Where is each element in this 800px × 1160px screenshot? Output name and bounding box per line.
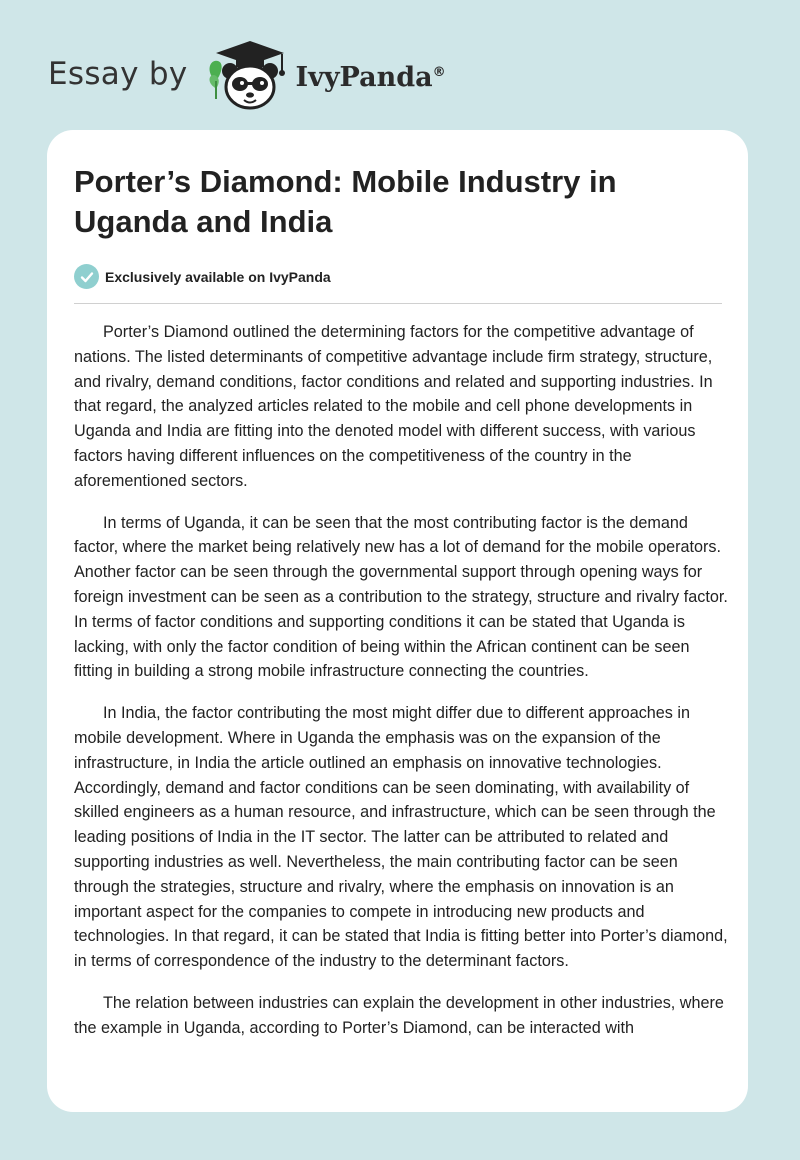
check-icon — [74, 264, 99, 289]
essay-card — [47, 130, 748, 1112]
exclusive-badge-text: Exclusively available on IvyPanda — [105, 268, 331, 285]
paragraph: In terms of Uganda, it can be seen that the most contributing factor is the demand factor, where the market being relatively new has a lot of demand for the mobile operators. Another factor can be seen through the governmental support through opening ways for foreign investment can be seen as a contribution to the strategy, structure and rivalry factor. In terms of factor conditions and supporting conditions it can be stated that Uganda is lacking, with only the factor condition of being within the African continent can be seen fitting in building a strong mobile infrastructure connecting the countries. — [74, 513, 728, 681]
registered-mark: ® — [432, 64, 446, 80]
paragraph: The relation between industries can explain the development in other industries, where the example in Uganda, according to Porter’s Diamond, can be interacted with — [74, 993, 724, 1037]
essay-body — [74, 320, 728, 1058]
divider — [74, 303, 722, 304]
brand-name[interactable] — [296, 62, 446, 93]
paragraph: Porter’s Diamond outlined the determining factors for the competitive advantage of nations. The listed determinants of competitive advantage include firm strategy, structure, and rivalry, demand conditions, factor conditions and related and supporting industries. In that regard, the analyzed articles related to the mobile and cell phone developments in Uganda and India are fitting into the denoted model with different success, with various factors having different influences on the competitiveness of the country in the aforementioned sectors. — [74, 323, 713, 490]
brand-name-text: IvyPanda — [295, 61, 433, 93]
site-header — [48, 34, 446, 114]
panda-graduate-logo-icon[interactable] — [202, 37, 292, 111]
essay-title: Porter’s Diamond: Mobile Industry in Uganda and India — [74, 164, 617, 239]
essay-by-label: Essay by — [48, 56, 188, 92]
exclusive-badge — [74, 264, 331, 289]
paragraph: In India, the factor contributing the most might differ due to different approaches in mobile development. Where in Uganda the emphasis was on the expansion of the infrastructure, in India the article outlined an emphasis on innovative technologies. Accordingly, demand and factor conditions can be seen dominating, with availability of skilled engineers as a human resource, and infrastructure, which can be seen through the leading positions of India in the IT sector. The latter can be attributed to related and supporting industries as well. Nevertheless, the main contributing factor can be seen through the strategies, structure and rivalry, where the emphasis on innovation is an important aspect for the companies to compete in introducing new products and technologies. In that regard, it can be stated that India is fitting better into Porter’s diamond, in terms of correspondence of the industry to the determinant factors. — [74, 704, 728, 971]
